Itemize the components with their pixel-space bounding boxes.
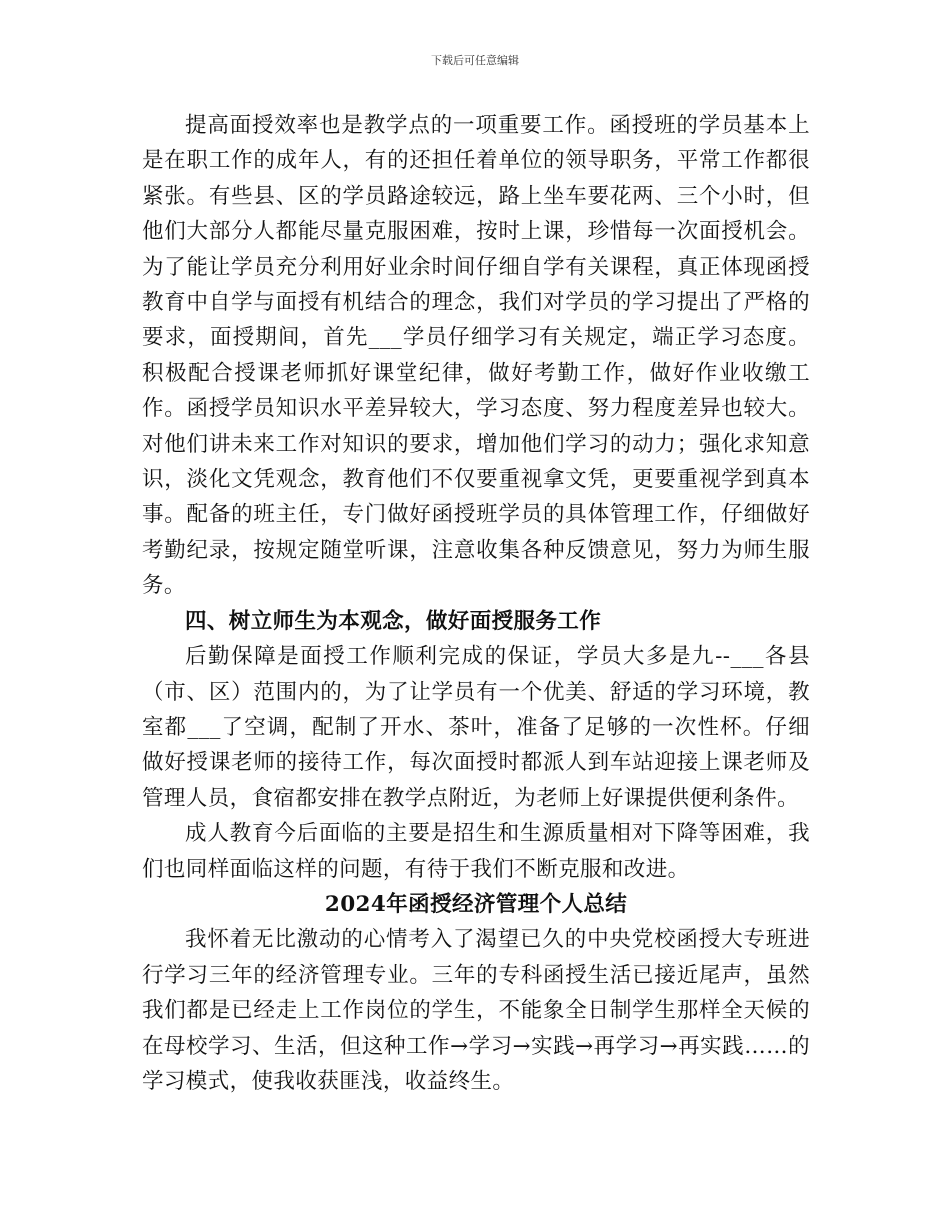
paragraph-summary-intro: 我怀着无比激动的心情考入了渴望已久的中央党校函授大专班进行学习三年的经济管理专业。三年的专科函授生活已接近尾声，虽然我们都是已经走上工作岗位的学生，不能象全日制学生那样全天候的在母校学习、生活，但这种工作→学习→实践→再学习→再实践……的学习模式，使我收获匪浅，收益终生。 [142, 927, 810, 1094]
paragraph-logistics: 后勤保障是面授工作顺利完成的保证，学员大多是九--___各县（市、区）范围内的，为了让学员有一个优美、舒适的学习环境，教室都___了空调，配制了开水、茶叶，准备了足够的一次性杯。仔细做好授课老师的接待工作，每次面授时都派人到车站迎接上课老师及管理人员，食宿都安排在教学点附近，为老师上好课提供便利条件。 [142, 644, 810, 811]
paragraph-challenges: 成人教育今后面临的主要是招生和生源质量相对下降等困难，我们也同样面临这样的问题，有待于我们不断克服和改进。 [142, 821, 810, 882]
document-body [142, 108, 810, 1099]
header-note: 下载后可任意编辑 [431, 54, 519, 67]
summary-title: 2024年函授经济管理个人总结 [324, 891, 628, 917]
section-heading-service: 四、树立师生为本观念，做好面授服务工作 [185, 608, 602, 634]
paragraph-efficiency: 提高面授效率也是教学点的一项重要工作。函授班的学员基本上是在职工作的成年人，有的还担任着单位的领导职务，平常工作都很紧张。有些县、区的学员路途较远，路上坐车要花两、三个小时，但他们大部分人都能尽量克服困难，按时上课，珍惜每一次面授机会。为了能让学员充分利用好业余时间仔细自学有关课程，真正体现函授教育中自学与面授有机结合的理念，我们对学员的学习提出了严格的要求，面授期间，首先___学员仔细学习有关规定，端正学习态度。积极配合授课老师抓好课堂纪律，做好考勤工作，做好作业收缴工作。函授学员知识水平差异较大，学习态度、努力程度差异也较大。对他们讲未来工作对知识的要求，增加他们学习的动力；强化求知意识，淡化文凭观念，教育他们不仅要重视拿文凭，更要重视学到真本事。配备的班主任，专门做好函授班学员的具体管理工作，仔细做好考勤纪录，按规定随堂听课，注意收集各种反馈意见，努力为师生服务。 [142, 113, 810, 599]
